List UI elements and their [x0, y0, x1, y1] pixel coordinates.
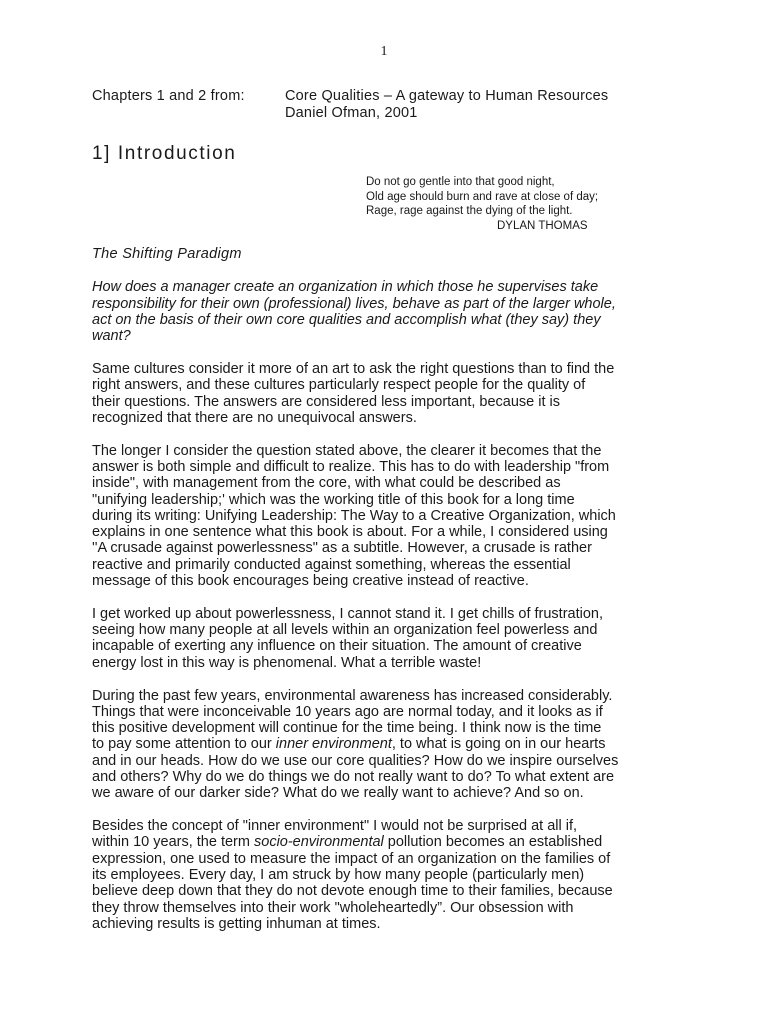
body-text	[92, 246, 692, 949]
source-title: Core Qualities – A gateway to Human Resources	[285, 88, 609, 104]
source-label: Chapters 1 and 2 from:	[92, 88, 245, 104]
paragraph-line: achieving results is getting inhuman at times.	[92, 915, 381, 932]
paragraph-line: this positive development will continue for the time being. I think now is the time	[92, 720, 602, 737]
paragraph-line: I get worked up about powerlessness, I cannot stand it. I get chills of frustration,	[92, 605, 603, 622]
paragraph	[92, 443, 692, 590]
chapter-heading: 1] Introduction	[92, 143, 237, 164]
epigraph-line: Do not go gentle into that good night,	[366, 176, 555, 188]
paragraph-line: "unifying leadership;' which was the working title of this book for a long time	[92, 491, 575, 508]
paragraph-line: energy lost in this way is phenomenal. What a terrible waste!	[92, 654, 482, 671]
section-title: The Shifting Paradigm	[92, 246, 242, 262]
paragraph-line: responsibility for their own (professional) lives, behave as part of the larger whole,	[92, 295, 616, 312]
emphasized-term: socio-environmental	[254, 834, 384, 851]
paragraph-line: their questions. The answers are considered less important, because it is	[92, 393, 561, 410]
paragraph-line: right answers, and these cultures particularly respect people for the quality of	[92, 377, 586, 394]
paragraph-line: incapable of exerting any influence on their situation. The amount of creative	[92, 638, 582, 655]
paragraphs	[92, 279, 692, 932]
paragraph-line: Things that were inconceivable 10 years ago are normal today, and it looks as if	[92, 703, 603, 720]
paragraph-line: How does a manager create an organization in which those he supervises take	[92, 279, 599, 296]
paragraph-line: want?	[92, 328, 131, 345]
paragraph-line: and in our heads. How do we use our core qualities? How do we inspire ourselves	[92, 752, 619, 769]
paragraph-line: they throw themselves into their work "wholeheartedly”. Our obsession with	[92, 899, 574, 916]
emphasized-term: inner environment	[275, 736, 392, 753]
paragraph-line: its employees. Every day, I am struck by how many people (particularly men)	[92, 867, 585, 883]
paragraph-line: believe deep down that they do not devote enough time to their families, because	[92, 883, 613, 900]
text-run: within 10 years, the term	[92, 834, 254, 851]
source-author-year: Daniel Ofman, 2001	[285, 105, 418, 121]
epigraph-line: Rage, rage against the dying of the light.	[366, 205, 573, 217]
paragraph-line	[92, 834, 692, 850]
epigraph-author: DYLAN THOMAS	[497, 219, 588, 232]
epigraph-line: Old age should burn and rave at close of day;	[366, 190, 599, 203]
text-run: , to what is going on in our hearts	[391, 736, 606, 753]
paragraph-line: we aware of our darker side? What do we really want to achieve? And so on.	[92, 785, 584, 802]
paragraph-line: The longer I consider the question stated above, the clearer it becomes that the	[92, 442, 602, 459]
paragraph-line	[92, 736, 692, 752]
page-number: 1	[380, 44, 388, 59]
paragraph-line: explains in one sentence what this book is about. For a while, I considered using	[92, 524, 608, 541]
paragraph-line: During the past few years, environmental awareness has increased considerably.	[92, 687, 613, 704]
paragraph-line: and others? Why do we do things we do not really want to do? To what extent are	[92, 769, 615, 786]
paragraph-line: ''A crusade against powerlessness" as a subtitle. However, a crusade is rather	[92, 540, 592, 557]
paragraph-line: Besides the concept of "inner environment" I would not be surprised at all if,	[92, 818, 578, 835]
paragraph-line: reactive and primarily conducted against something, whereas the essential	[92, 556, 571, 573]
paragraph-line: message of this book encourages being creative instead of reactive.	[92, 573, 529, 590]
paragraph-line: expression, one used to measure the impact of an organization on the families of	[92, 850, 611, 867]
paragraph	[92, 279, 692, 344]
paragraph-line: during its writing: Unifying Leadership: The Way to a Creative Organization, which	[92, 507, 616, 524]
paragraph-line: act on the basis of their own core qualities and accomplish what (they say) they	[92, 311, 601, 328]
paragraph	[92, 606, 692, 671]
epigraph	[366, 175, 598, 233]
paragraph-line: seeing how many people at all levels within an organization feel powerless and	[92, 622, 598, 639]
paragraph	[92, 361, 692, 426]
text-run: pollution becomes an established	[383, 834, 603, 851]
paragraph-line: answer is both simple and difficult to realize. This has to do with leadership "from	[92, 458, 610, 475]
paragraph-line: Same cultures consider it more of an art to ask the right questions than to find the	[92, 360, 615, 377]
paragraph-line: recognized that there are no unequivocal answers.	[92, 409, 417, 426]
text-run: to pay some attention to our	[92, 736, 276, 753]
paragraph-line: inside", with management from the core, with what could be described as	[92, 475, 561, 492]
source-reference	[285, 88, 608, 122]
paragraph	[92, 818, 692, 932]
paragraph	[92, 688, 692, 802]
